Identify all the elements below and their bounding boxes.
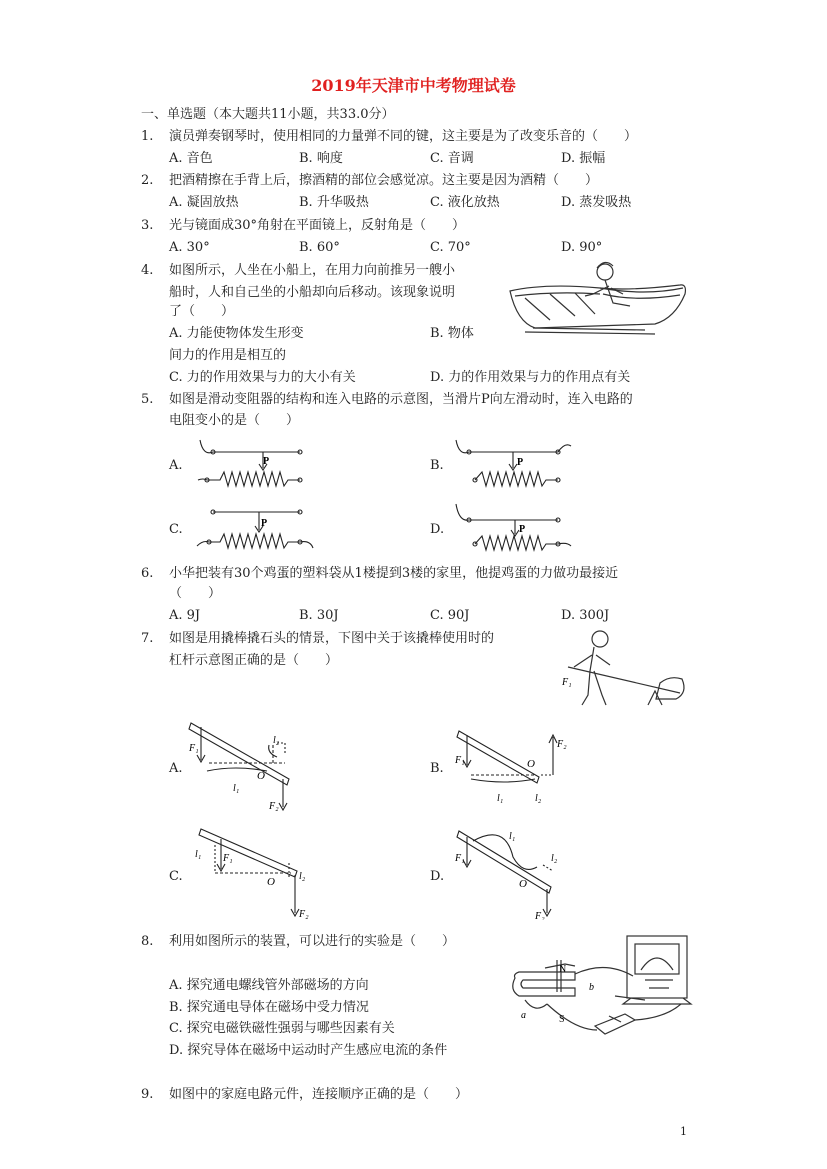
- lever-b-f1-label: F₁: [455, 755, 465, 766]
- q1-option-c[interactable]: C. 音调: [430, 151, 474, 166]
- page-title: 2019年天津市中考物理试卷: [311, 76, 516, 95]
- q4-stem-line2: 船时，人和自己坐的小船却向后移动。该现象说明: [169, 285, 456, 300]
- q1-number: 1.: [141, 129, 154, 144]
- q7-stem-line2: 杠杆示意图正确的是（ ）: [169, 653, 339, 668]
- q4-option-b-continued: 间力的作用是相互的: [169, 348, 287, 363]
- q5-number: 5.: [141, 392, 154, 407]
- q3-number: 3.: [141, 218, 154, 233]
- page-number: 1: [680, 1125, 687, 1138]
- q7-stem-line1: 如图是用撬棒撬石头的情景，下图中关于该撬棒使用时的: [169, 631, 495, 646]
- q7-option-b[interactable]: B.: [430, 761, 444, 776]
- wire-a-label: a: [521, 1010, 526, 1021]
- q2-stem: 把酒精擦在手背上后，擦酒精的部位会感觉凉。这主要是因为酒精（ ）: [169, 173, 599, 188]
- lever-d-o-label: O: [519, 878, 527, 890]
- rheostat-c-diagram: [195, 502, 325, 554]
- lever-d-f2-label: F₂: [535, 911, 545, 920]
- crowbar-figure: [560, 625, 690, 710]
- magnet-n-label: N: [559, 964, 567, 975]
- lever-c-l1-label: l₁: [195, 849, 202, 860]
- lever-a-o-label: O: [257, 770, 265, 782]
- q4-option-a[interactable]: A. 力能使物体发生形变: [169, 326, 304, 341]
- lever-d-diagram: [453, 825, 573, 920]
- lever-a-diagram: [185, 715, 305, 815]
- q7-option-d[interactable]: D.: [430, 869, 445, 884]
- q5-stem-line2: 电阻变小的是（ ）: [169, 413, 300, 428]
- slider-p-label: P: [261, 518, 268, 529]
- q8-option-a[interactable]: A. 探究通电螺线管外部磁场的方向: [169, 978, 369, 993]
- q7-option-a[interactable]: A.: [169, 761, 183, 776]
- q6-stem-line2: （ ）: [169, 586, 222, 601]
- q5-option-a[interactable]: A.: [169, 458, 183, 473]
- lever-b-l2-label: l₂: [535, 793, 542, 804]
- q3-option-b[interactable]: B. 60°: [299, 240, 340, 255]
- q3-option-a[interactable]: A. 30°: [169, 240, 210, 255]
- q4-option-d[interactable]: D. 力的作用效果与力的作用点有关: [430, 370, 631, 385]
- q6-option-d[interactable]: D. 300J: [561, 608, 610, 623]
- q9-stem: 如图中的家庭电路元件，连接顺序正确的是（ ）: [169, 1087, 469, 1102]
- q2-option-c[interactable]: C. 液化放热: [430, 195, 500, 210]
- q6-stem-line1: 小华把装有30个鸡蛋的塑料袋从1楼提到3楼的家里，他提鸡蛋的力做功最接近: [169, 566, 619, 581]
- q2-option-d[interactable]: D. 蒸发吸热: [561, 195, 632, 210]
- q1-option-b[interactable]: B. 响度: [299, 151, 343, 166]
- q4-stem-line1: 如图所示，人坐在小船上，在用力向前推另一艘小: [169, 263, 456, 278]
- slider-p-label: P: [263, 456, 270, 467]
- rheostat-a-diagram: [195, 438, 325, 490]
- q5-stem-line1: 如图是滑动变阻器的结构和连入电路的示意图，当滑片P向左滑动时，连入电路的: [169, 392, 633, 407]
- lever-a-l2-label: l₂: [273, 735, 280, 746]
- q6-option-a[interactable]: A. 9J: [169, 608, 201, 623]
- magnet-s-label: S: [559, 1014, 565, 1025]
- lever-c-diagram: [193, 825, 313, 920]
- rheostat-d-diagram: [453, 502, 583, 554]
- q7-option-c[interactable]: C.: [169, 869, 183, 884]
- lever-b-f2-label: F₂: [557, 739, 567, 750]
- q4-stem-line3: 了（ ）: [169, 304, 235, 319]
- q3-stem: 光与镜面成30°角射在平面镜上，反射角是（ ）: [169, 218, 466, 233]
- slider-p-label: P: [517, 457, 524, 468]
- q3-option-c[interactable]: C. 70°: [430, 240, 471, 255]
- crowbar-f1-label: F₁: [562, 677, 572, 688]
- q8-option-b[interactable]: B. 探究通电导体在磁场中受力情况: [169, 1000, 369, 1015]
- lever-b-diagram: [455, 725, 575, 815]
- lever-c-o-label: O: [267, 876, 275, 888]
- boat-figure: [505, 258, 690, 338]
- lever-c-f2-label: F₂: [299, 909, 309, 920]
- slider-p-label: P: [519, 524, 526, 535]
- q4-number: 4.: [141, 263, 154, 278]
- q2-option-b[interactable]: B. 升华吸热: [299, 195, 369, 210]
- q7-number: 7.: [141, 631, 154, 646]
- lever-c-f1-label: F₁: [223, 853, 233, 864]
- q3-option-d[interactable]: D. 90°: [561, 240, 603, 255]
- q6-number: 6.: [141, 566, 154, 581]
- q5-option-b[interactable]: B.: [430, 458, 444, 473]
- q9-number: 9.: [141, 1087, 154, 1102]
- lever-b-o-label: O: [527, 758, 535, 770]
- lever-c-l2-label: l₂: [299, 871, 306, 882]
- q6-option-b[interactable]: B. 30J: [299, 608, 339, 623]
- lever-d-l1-label: l₁: [509, 831, 516, 842]
- section-heading: 一、单选题（本大题共11小题，共33.0分）: [141, 107, 395, 122]
- q8-number: 8.: [141, 934, 154, 949]
- q8-option-d[interactable]: D. 探究导体在磁场中运动时产生感应电流的条件: [169, 1043, 448, 1058]
- q4-option-b[interactable]: B. 物体: [430, 326, 474, 341]
- lever-b-l1-label: l₁: [497, 793, 504, 804]
- q5-option-c[interactable]: C.: [169, 522, 183, 537]
- wire-b-label: b: [589, 982, 594, 993]
- lever-a-f1-label: F₁: [189, 743, 199, 754]
- lever-a-l1-label: l₁: [233, 783, 240, 794]
- q2-option-a[interactable]: A. 凝固放热: [169, 195, 239, 210]
- lever-d-l2-label: l₂: [551, 853, 558, 864]
- q4-option-c[interactable]: C. 力的作用效果与力的大小有关: [169, 370, 356, 385]
- lever-d-f1-label: F₁: [455, 853, 465, 864]
- q1-option-a[interactable]: A. 音色: [169, 151, 213, 166]
- q1-option-d[interactable]: D. 振幅: [561, 151, 606, 166]
- q6-option-c[interactable]: C. 90J: [430, 608, 470, 623]
- q1-stem: 演员弹奏钢琴时，使用相同的力量弹不同的键，这主要是为了改变乐音的（ ）: [169, 129, 638, 144]
- q2-number: 2.: [141, 173, 154, 188]
- lever-a-f2-label: F₂: [269, 801, 279, 812]
- q8-stem: 利用如图所示的装置，可以进行的实验是（ ）: [169, 934, 456, 949]
- q8-option-c[interactable]: C. 探究电磁铁磁性强弱与哪些因素有关: [169, 1021, 395, 1036]
- induction-apparatus-figure: [505, 930, 695, 1050]
- rheostat-b-diagram: [453, 438, 583, 490]
- q5-option-d[interactable]: D.: [430, 522, 445, 537]
